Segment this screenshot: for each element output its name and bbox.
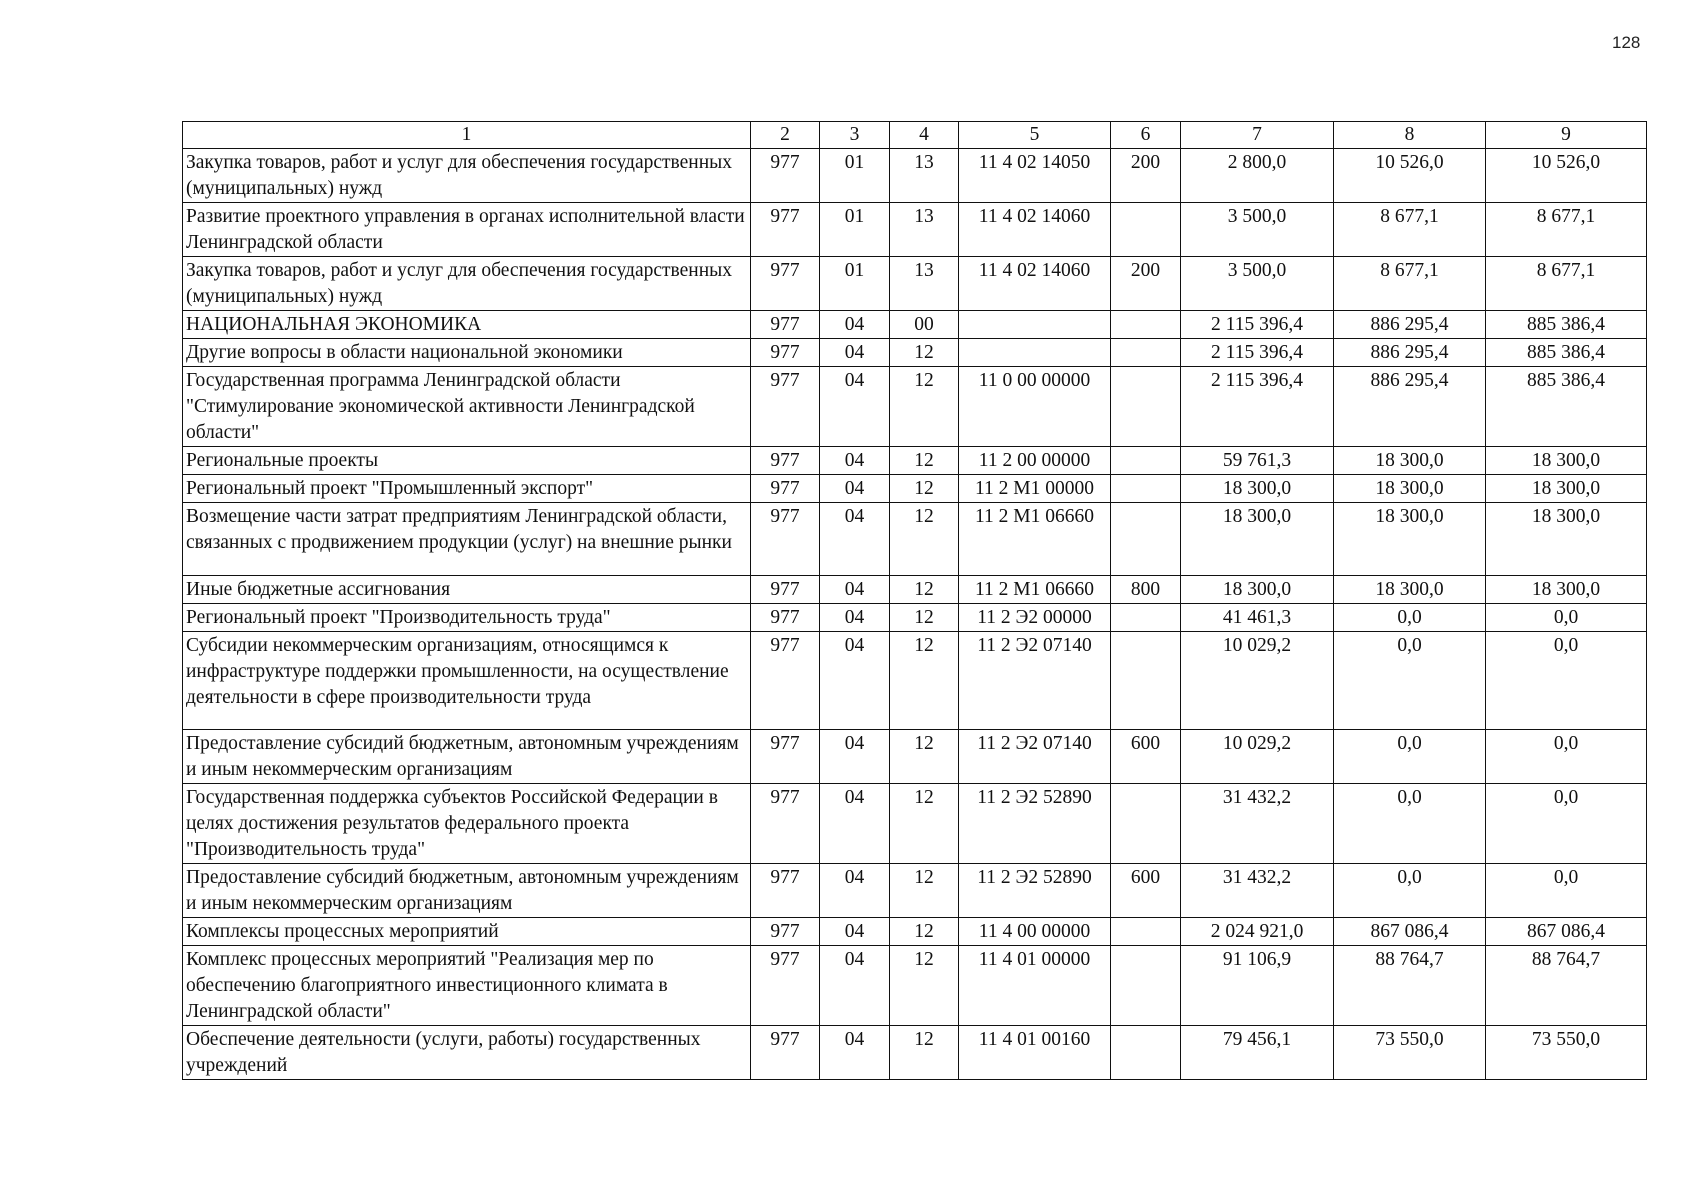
row-name-cell: Другие вопросы в области национальной экономики bbox=[183, 339, 751, 367]
target-article-cell: 11 4 00 00000 bbox=[959, 918, 1111, 946]
amount-year3-cell: 0,0 bbox=[1486, 784, 1647, 864]
target-article-cell: 11 2 Э2 07140 bbox=[959, 632, 1111, 730]
table-row bbox=[183, 632, 1647, 730]
subsection-code-cell: 12 bbox=[890, 946, 959, 1026]
table-row bbox=[183, 604, 1647, 632]
amount-year3-cell: 88 764,7 bbox=[1486, 946, 1647, 1026]
amount-year2-cell: 886 295,4 bbox=[1334, 339, 1486, 367]
section-code-cell: 04 bbox=[820, 576, 890, 604]
column-header: 7 bbox=[1181, 122, 1334, 149]
section-code-cell: 04 bbox=[820, 730, 890, 784]
table-row bbox=[183, 475, 1647, 503]
row-name-cell: Иные бюджетные ассигнования bbox=[183, 576, 751, 604]
column-header: 4 bbox=[890, 122, 959, 149]
amount-year3-cell: 885 386,4 bbox=[1486, 339, 1647, 367]
grbs-code-cell: 977 bbox=[751, 918, 820, 946]
amount-year1-cell: 10 029,2 bbox=[1181, 730, 1334, 784]
table-row bbox=[183, 784, 1647, 864]
subsection-code-cell: 12 bbox=[890, 730, 959, 784]
row-name-cell: Комплекс процессных мероприятий "Реализация мер по обеспечению благоприятного инвестиционного климата в Ленинградской области" bbox=[183, 946, 751, 1026]
grbs-code-cell: 977 bbox=[751, 257, 820, 311]
grbs-code-cell: 977 bbox=[751, 576, 820, 604]
amount-year3-cell: 885 386,4 bbox=[1486, 311, 1647, 339]
budget-table bbox=[182, 121, 1647, 1080]
amount-year2-cell: 18 300,0 bbox=[1334, 503, 1486, 576]
subsection-code-cell: 12 bbox=[890, 339, 959, 367]
grbs-code-cell: 977 bbox=[751, 339, 820, 367]
amount-year2-cell: 886 295,4 bbox=[1334, 311, 1486, 339]
amount-year2-cell: 73 550,0 bbox=[1334, 1026, 1486, 1080]
column-header: 9 bbox=[1486, 122, 1647, 149]
amount-year2-cell: 18 300,0 bbox=[1334, 447, 1486, 475]
section-code-cell: 04 bbox=[820, 311, 890, 339]
amount-year2-cell: 8 677,1 bbox=[1334, 203, 1486, 257]
amount-year3-cell: 0,0 bbox=[1486, 730, 1647, 784]
amount-year3-cell: 18 300,0 bbox=[1486, 503, 1647, 576]
amount-year1-cell: 41 461,3 bbox=[1181, 604, 1334, 632]
target-article-cell: 11 2 Э2 07140 bbox=[959, 730, 1111, 784]
subsection-code-cell: 12 bbox=[890, 475, 959, 503]
target-article-cell: 11 4 01 00160 bbox=[959, 1026, 1111, 1080]
expense-type-cell: 600 bbox=[1111, 730, 1181, 784]
row-name-cell: Предоставление субсидий бюджетным, автономным учреждениям и иным некоммерческим организациям bbox=[183, 730, 751, 784]
expense-type-cell bbox=[1111, 946, 1181, 1026]
table-row bbox=[183, 864, 1647, 918]
amount-year1-cell: 2 115 396,4 bbox=[1181, 367, 1334, 447]
subsection-code-cell: 12 bbox=[890, 918, 959, 946]
subsection-code-cell: 12 bbox=[890, 576, 959, 604]
section-code-cell: 04 bbox=[820, 1026, 890, 1080]
row-name-cell: Комплексы процессных мероприятий bbox=[183, 918, 751, 946]
table-row bbox=[183, 918, 1647, 946]
row-name-cell: Предоставление субсидий бюджетным, автономным учреждениям и иным некоммерческим организациям bbox=[183, 864, 751, 918]
column-header: 6 bbox=[1111, 122, 1181, 149]
expense-type-cell bbox=[1111, 475, 1181, 503]
table-row bbox=[183, 339, 1647, 367]
amount-year1-cell: 18 300,0 bbox=[1181, 475, 1334, 503]
amount-year1-cell: 18 300,0 bbox=[1181, 576, 1334, 604]
amount-year3-cell: 0,0 bbox=[1486, 604, 1647, 632]
section-code-cell: 04 bbox=[820, 503, 890, 576]
grbs-code-cell: 977 bbox=[751, 632, 820, 730]
amount-year3-cell: 18 300,0 bbox=[1486, 475, 1647, 503]
grbs-code-cell: 977 bbox=[751, 311, 820, 339]
expense-type-cell: 800 bbox=[1111, 576, 1181, 604]
grbs-code-cell: 977 bbox=[751, 1026, 820, 1080]
amount-year3-cell: 10 526,0 bbox=[1486, 149, 1647, 203]
target-article-cell: 11 4 02 14060 bbox=[959, 203, 1111, 257]
target-article-cell: 11 2 Э2 52890 bbox=[959, 784, 1111, 864]
expense-type-cell bbox=[1111, 918, 1181, 946]
target-article-cell: 11 2 M1 00000 bbox=[959, 475, 1111, 503]
amount-year3-cell: 867 086,4 bbox=[1486, 918, 1647, 946]
subsection-code-cell: 13 bbox=[890, 257, 959, 311]
amount-year2-cell: 886 295,4 bbox=[1334, 367, 1486, 447]
section-code-cell: 04 bbox=[820, 604, 890, 632]
row-name-cell: Возмещение части затрат предприятиям Ленинградской области, связанных с продвижением продукции (услуг) на внешние рынки bbox=[183, 503, 751, 576]
section-code-cell: 04 bbox=[820, 367, 890, 447]
row-name-cell: Закупка товаров, работ и услуг для обеспечения государственных (муниципальных) нужд bbox=[183, 149, 751, 203]
section-code-cell: 04 bbox=[820, 784, 890, 864]
target-article-cell: 11 2 Э2 00000 bbox=[959, 604, 1111, 632]
table-row bbox=[183, 257, 1647, 311]
row-name-cell: Обеспечение деятельности (услуги, работы) государственных учреждений bbox=[183, 1026, 751, 1080]
amount-year1-cell: 2 115 396,4 bbox=[1181, 311, 1334, 339]
table-row bbox=[183, 503, 1647, 576]
amount-year2-cell: 18 300,0 bbox=[1334, 576, 1486, 604]
amount-year3-cell: 0,0 bbox=[1486, 632, 1647, 730]
amount-year1-cell: 91 106,9 bbox=[1181, 946, 1334, 1026]
table-row bbox=[183, 730, 1647, 784]
table-row bbox=[183, 311, 1647, 339]
amount-year3-cell: 18 300,0 bbox=[1486, 576, 1647, 604]
expense-type-cell bbox=[1111, 503, 1181, 576]
grbs-code-cell: 977 bbox=[751, 203, 820, 257]
subsection-code-cell: 12 bbox=[890, 503, 959, 576]
section-code-cell: 04 bbox=[820, 918, 890, 946]
amount-year2-cell: 10 526,0 bbox=[1334, 149, 1486, 203]
expense-type-cell: 200 bbox=[1111, 257, 1181, 311]
subsection-code-cell: 00 bbox=[890, 311, 959, 339]
row-name-cell: Государственная программа Ленинградской области "Стимулирование экономической активности Ленинградской области" bbox=[183, 367, 751, 447]
row-name-cell: Развитие проектного управления в органах исполнительной власти Ленинградской области bbox=[183, 203, 751, 257]
column-header: 2 bbox=[751, 122, 820, 149]
expense-type-cell bbox=[1111, 604, 1181, 632]
target-article-cell: 11 4 02 14060 bbox=[959, 257, 1111, 311]
expense-type-cell bbox=[1111, 632, 1181, 730]
column-header: 3 bbox=[820, 122, 890, 149]
grbs-code-cell: 977 bbox=[751, 730, 820, 784]
row-name-cell: Региональные проекты bbox=[183, 447, 751, 475]
subsection-code-cell: 12 bbox=[890, 1026, 959, 1080]
header-row bbox=[183, 122, 1647, 149]
amount-year3-cell: 18 300,0 bbox=[1486, 447, 1647, 475]
row-name-cell: Государственная поддержка субъектов Российской Федерации в целях достижения результатов федерального проекта "Производительность труда" bbox=[183, 784, 751, 864]
expense-type-cell bbox=[1111, 311, 1181, 339]
amount-year1-cell: 18 300,0 bbox=[1181, 503, 1334, 576]
target-article-cell bbox=[959, 311, 1111, 339]
amount-year2-cell: 0,0 bbox=[1334, 604, 1486, 632]
grbs-code-cell: 977 bbox=[751, 367, 820, 447]
expense-type-cell: 600 bbox=[1111, 864, 1181, 918]
amount-year1-cell: 31 432,2 bbox=[1181, 864, 1334, 918]
expense-type-cell bbox=[1111, 1026, 1181, 1080]
subsection-code-cell: 12 bbox=[890, 784, 959, 864]
table-row bbox=[183, 203, 1647, 257]
amount-year2-cell: 88 764,7 bbox=[1334, 946, 1486, 1026]
section-code-cell: 04 bbox=[820, 339, 890, 367]
section-code-cell: 01 bbox=[820, 149, 890, 203]
row-name-cell: Региональный проект "Промышленный экспорт" bbox=[183, 475, 751, 503]
subsection-code-cell: 12 bbox=[890, 864, 959, 918]
amount-year1-cell: 59 761,3 bbox=[1181, 447, 1334, 475]
amount-year2-cell: 867 086,4 bbox=[1334, 918, 1486, 946]
grbs-code-cell: 977 bbox=[751, 447, 820, 475]
section-code-cell: 01 bbox=[820, 257, 890, 311]
subsection-code-cell: 12 bbox=[890, 367, 959, 447]
grbs-code-cell: 977 bbox=[751, 149, 820, 203]
amount-year2-cell: 0,0 bbox=[1334, 632, 1486, 730]
amount-year2-cell: 0,0 bbox=[1334, 784, 1486, 864]
subsection-code-cell: 13 bbox=[890, 203, 959, 257]
table-row bbox=[183, 1026, 1647, 1080]
subsection-code-cell: 12 bbox=[890, 604, 959, 632]
page-number: 128 bbox=[1612, 33, 1641, 52]
grbs-code-cell: 977 bbox=[751, 475, 820, 503]
column-header: 5 bbox=[959, 122, 1111, 149]
target-article-cell: 11 2 Э2 52890 bbox=[959, 864, 1111, 918]
target-article-cell: 11 2 00 00000 bbox=[959, 447, 1111, 475]
amount-year2-cell: 8 677,1 bbox=[1334, 257, 1486, 311]
column-header: 8 bbox=[1334, 122, 1486, 149]
target-article-cell: 11 0 00 00000 bbox=[959, 367, 1111, 447]
amount-year1-cell: 2 024 921,0 bbox=[1181, 918, 1334, 946]
amount-year3-cell: 8 677,1 bbox=[1486, 203, 1647, 257]
amount-year1-cell: 2 800,0 bbox=[1181, 149, 1334, 203]
amount-year1-cell: 31 432,2 bbox=[1181, 784, 1334, 864]
grbs-code-cell: 977 bbox=[751, 784, 820, 864]
table-row bbox=[183, 576, 1647, 604]
row-name-cell: Субсидии некоммерческим организациям, относящимся к инфраструктуре поддержки промышленности, на осуществление деятельности в сфере производительности труда bbox=[183, 632, 751, 730]
column-header: 1 bbox=[183, 122, 751, 149]
expense-type-cell: 200 bbox=[1111, 149, 1181, 203]
row-name-cell: Закупка товаров, работ и услуг для обеспечения государственных (муниципальных) нужд bbox=[183, 257, 751, 311]
table-row bbox=[183, 149, 1647, 203]
row-name-cell: Региональный проект "Производительность труда" bbox=[183, 604, 751, 632]
section-code-cell: 04 bbox=[820, 447, 890, 475]
amount-year1-cell: 10 029,2 bbox=[1181, 632, 1334, 730]
row-name-cell: НАЦИОНАЛЬНАЯ ЭКОНОМИКА bbox=[183, 311, 751, 339]
subsection-code-cell: 12 bbox=[890, 632, 959, 730]
table-row bbox=[183, 367, 1647, 447]
table-row bbox=[183, 946, 1647, 1026]
section-code-cell: 04 bbox=[820, 946, 890, 1026]
amount-year2-cell: 0,0 bbox=[1334, 864, 1486, 918]
target-article-cell: 11 4 02 14050 bbox=[959, 149, 1111, 203]
expense-type-cell bbox=[1111, 447, 1181, 475]
amount-year2-cell: 0,0 bbox=[1334, 730, 1486, 784]
amount-year1-cell: 3 500,0 bbox=[1181, 257, 1334, 311]
amount-year3-cell: 73 550,0 bbox=[1486, 1026, 1647, 1080]
amount-year1-cell: 79 456,1 bbox=[1181, 1026, 1334, 1080]
expense-type-cell bbox=[1111, 367, 1181, 447]
amount-year2-cell: 18 300,0 bbox=[1334, 475, 1486, 503]
amount-year3-cell: 0,0 bbox=[1486, 864, 1647, 918]
grbs-code-cell: 977 bbox=[751, 864, 820, 918]
amount-year1-cell: 3 500,0 bbox=[1181, 203, 1334, 257]
expense-type-cell bbox=[1111, 203, 1181, 257]
target-article-cell: 11 4 01 00000 bbox=[959, 946, 1111, 1026]
amount-year3-cell: 8 677,1 bbox=[1486, 257, 1647, 311]
target-article-cell: 11 2 M1 06660 bbox=[959, 503, 1111, 576]
amount-year3-cell: 885 386,4 bbox=[1486, 367, 1647, 447]
amount-year1-cell: 2 115 396,4 bbox=[1181, 339, 1334, 367]
expense-type-cell bbox=[1111, 339, 1181, 367]
grbs-code-cell: 977 bbox=[751, 604, 820, 632]
target-article-cell: 11 2 M1 06660 bbox=[959, 576, 1111, 604]
grbs-code-cell: 977 bbox=[751, 946, 820, 1026]
section-code-cell: 04 bbox=[820, 475, 890, 503]
subsection-code-cell: 13 bbox=[890, 149, 959, 203]
subsection-code-cell: 12 bbox=[890, 447, 959, 475]
grbs-code-cell: 977 bbox=[751, 503, 820, 576]
section-code-cell: 04 bbox=[820, 864, 890, 918]
target-article-cell bbox=[959, 339, 1111, 367]
section-code-cell: 01 bbox=[820, 203, 890, 257]
expense-type-cell bbox=[1111, 784, 1181, 864]
section-code-cell: 04 bbox=[820, 632, 890, 730]
table-row bbox=[183, 447, 1647, 475]
